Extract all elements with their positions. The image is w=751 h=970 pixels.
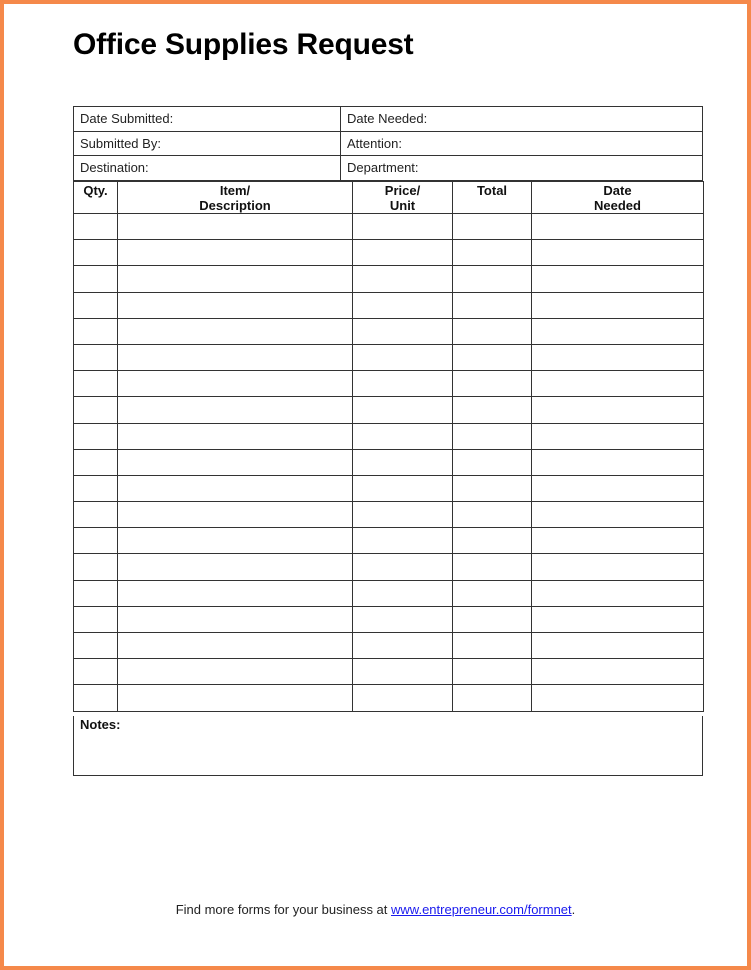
table-row <box>74 397 704 423</box>
table-row <box>74 344 704 370</box>
item-description-cell[interactable] <box>118 580 353 606</box>
qty-cell[interactable] <box>74 449 118 475</box>
items-table <box>73 181 704 712</box>
item-description-cell[interactable] <box>118 606 353 632</box>
price-unit-cell[interactable] <box>353 371 453 397</box>
date-needed-cell[interactable] <box>532 633 704 659</box>
qty-cell[interactable] <box>74 606 118 632</box>
date-needed-cell[interactable] <box>532 266 704 292</box>
request-info-table <box>73 106 703 181</box>
total-cell[interactable] <box>453 214 532 240</box>
table-row <box>74 659 704 685</box>
item-description-cell[interactable] <box>118 685 353 711</box>
table-row <box>74 528 704 554</box>
item-description-cell[interactable] <box>118 502 353 528</box>
total-cell[interactable] <box>453 292 532 318</box>
date-needed-cell[interactable] <box>532 554 704 580</box>
item-description-cell[interactable] <box>118 214 353 240</box>
price-unit-cell[interactable] <box>353 344 453 370</box>
date-needed-cell[interactable] <box>532 580 704 606</box>
qty-cell[interactable] <box>74 292 118 318</box>
total-cell[interactable] <box>453 502 532 528</box>
item-description-cell[interactable] <box>118 475 353 501</box>
qty-cell[interactable] <box>74 240 118 266</box>
header-date-needed: Date Needed <box>532 182 704 214</box>
price-unit-cell[interactable] <box>353 554 453 580</box>
date-needed-cell[interactable] <box>532 475 704 501</box>
total-cell[interactable] <box>453 318 532 344</box>
date-needed-cell[interactable] <box>532 606 704 632</box>
table-row <box>74 554 704 580</box>
header-price-unit: Price/ Unit <box>353 182 453 214</box>
qty-cell[interactable] <box>74 266 118 292</box>
date-needed-cell[interactable] <box>532 685 704 711</box>
price-unit-cell[interactable] <box>353 633 453 659</box>
table-row <box>74 502 704 528</box>
item-description-cell[interactable] <box>118 266 353 292</box>
item-description-cell[interactable] <box>118 554 353 580</box>
item-description-cell[interactable] <box>118 423 353 449</box>
price-unit-cell[interactable] <box>353 659 453 685</box>
table-row <box>74 449 704 475</box>
total-cell[interactable] <box>453 266 532 292</box>
total-cell[interactable] <box>453 449 532 475</box>
price-unit-cell[interactable] <box>353 475 453 501</box>
date-needed-cell[interactable] <box>532 292 704 318</box>
table-row <box>74 240 704 266</box>
price-unit-cell[interactable] <box>353 214 453 240</box>
total-cell[interactable] <box>453 580 532 606</box>
attention-field[interactable]: Attention: <box>341 131 703 156</box>
date-needed-cell[interactable] <box>532 502 704 528</box>
date-needed-cell[interactable] <box>532 240 704 266</box>
table-row <box>74 685 704 711</box>
header-item-description: Item/ Description <box>118 182 353 214</box>
price-unit-cell[interactable] <box>353 397 453 423</box>
total-cell[interactable] <box>453 528 532 554</box>
item-description-cell[interactable] <box>118 371 353 397</box>
total-cell[interactable] <box>453 344 532 370</box>
qty-cell[interactable] <box>74 554 118 580</box>
table-row <box>74 214 704 240</box>
total-cell[interactable] <box>453 659 532 685</box>
date-needed-field[interactable]: Date Needed: <box>341 107 703 132</box>
total-cell[interactable] <box>453 606 532 632</box>
price-unit-cell[interactable] <box>353 449 453 475</box>
item-description-cell[interactable] <box>118 397 353 423</box>
qty-cell[interactable] <box>74 397 118 423</box>
formnet-link[interactable]: www.entrepreneur.com/formnet <box>391 902 572 917</box>
items-header-row <box>74 182 704 214</box>
qty-cell[interactable] <box>74 423 118 449</box>
qty-cell[interactable] <box>74 528 118 554</box>
footer: Find more forms for your business at www.entrepreneur.com/formnet. <box>175 902 576 917</box>
department-field[interactable]: Department: <box>341 156 703 181</box>
qty-cell[interactable] <box>74 502 118 528</box>
qty-cell[interactable] <box>74 214 118 240</box>
total-cell[interactable] <box>453 397 532 423</box>
qty-cell[interactable] <box>74 344 118 370</box>
notes-label: Notes: <box>80 717 121 732</box>
table-row <box>74 423 704 449</box>
qty-cell[interactable] <box>74 475 118 501</box>
table-row <box>74 266 704 292</box>
table-row <box>74 318 704 344</box>
item-description-cell[interactable] <box>118 528 353 554</box>
header-total: Total <box>453 182 532 214</box>
price-unit-cell[interactable] <box>353 240 453 266</box>
item-description-cell[interactable] <box>118 318 353 344</box>
item-description-cell[interactable] <box>118 344 353 370</box>
submitted-by-field[interactable]: Submitted By: <box>74 131 341 156</box>
price-unit-cell[interactable] <box>353 606 453 632</box>
qty-cell[interactable] <box>74 371 118 397</box>
price-unit-cell[interactable] <box>353 318 453 344</box>
table-row <box>74 580 704 606</box>
item-description-cell[interactable] <box>118 633 353 659</box>
date-submitted-field[interactable]: Date Submitted: <box>74 107 341 132</box>
qty-cell[interactable] <box>74 633 118 659</box>
qty-cell[interactable] <box>74 318 118 344</box>
table-row <box>74 633 704 659</box>
price-unit-cell[interactable] <box>353 423 453 449</box>
table-row <box>74 371 704 397</box>
table-row <box>74 475 704 501</box>
date-needed-cell[interactable] <box>532 423 704 449</box>
date-needed-cell[interactable] <box>532 371 704 397</box>
total-cell[interactable] <box>453 554 532 580</box>
footer-text: Find more forms for your business at <box>175 902 392 917</box>
total-cell[interactable] <box>453 371 532 397</box>
qty-cell[interactable] <box>74 659 118 685</box>
header-qty: Qty. <box>74 182 118 214</box>
destination-field[interactable]: Destination: <box>74 156 341 181</box>
date-needed-cell[interactable] <box>532 214 704 240</box>
total-cell[interactable] <box>453 475 532 501</box>
total-cell[interactable] <box>453 240 532 266</box>
date-needed-cell[interactable] <box>532 449 704 475</box>
qty-cell[interactable] <box>74 580 118 606</box>
date-needed-cell[interactable] <box>532 659 704 685</box>
table-row <box>74 606 704 632</box>
price-unit-cell[interactable] <box>353 266 453 292</box>
date-needed-cell[interactable] <box>532 344 704 370</box>
total-cell[interactable] <box>453 633 532 659</box>
item-description-cell[interactable] <box>118 292 353 318</box>
price-unit-cell[interactable] <box>353 685 453 711</box>
price-unit-cell[interactable] <box>353 292 453 318</box>
date-needed-cell[interactable] <box>532 318 704 344</box>
price-unit-cell[interactable] <box>353 502 453 528</box>
page-title: Office Supplies Request <box>73 28 414 61</box>
price-unit-cell[interactable] <box>353 580 453 606</box>
item-description-cell[interactable] <box>118 240 353 266</box>
date-needed-cell[interactable] <box>532 397 704 423</box>
total-cell[interactable] <box>453 685 532 711</box>
table-row <box>74 292 704 318</box>
item-description-cell[interactable] <box>118 449 353 475</box>
date-needed-cell[interactable] <box>532 528 704 554</box>
qty-cell[interactable] <box>74 685 118 711</box>
notes-box[interactable] <box>73 716 703 776</box>
price-unit-cell[interactable] <box>353 528 453 554</box>
total-cell[interactable] <box>453 423 532 449</box>
item-description-cell[interactable] <box>118 659 353 685</box>
